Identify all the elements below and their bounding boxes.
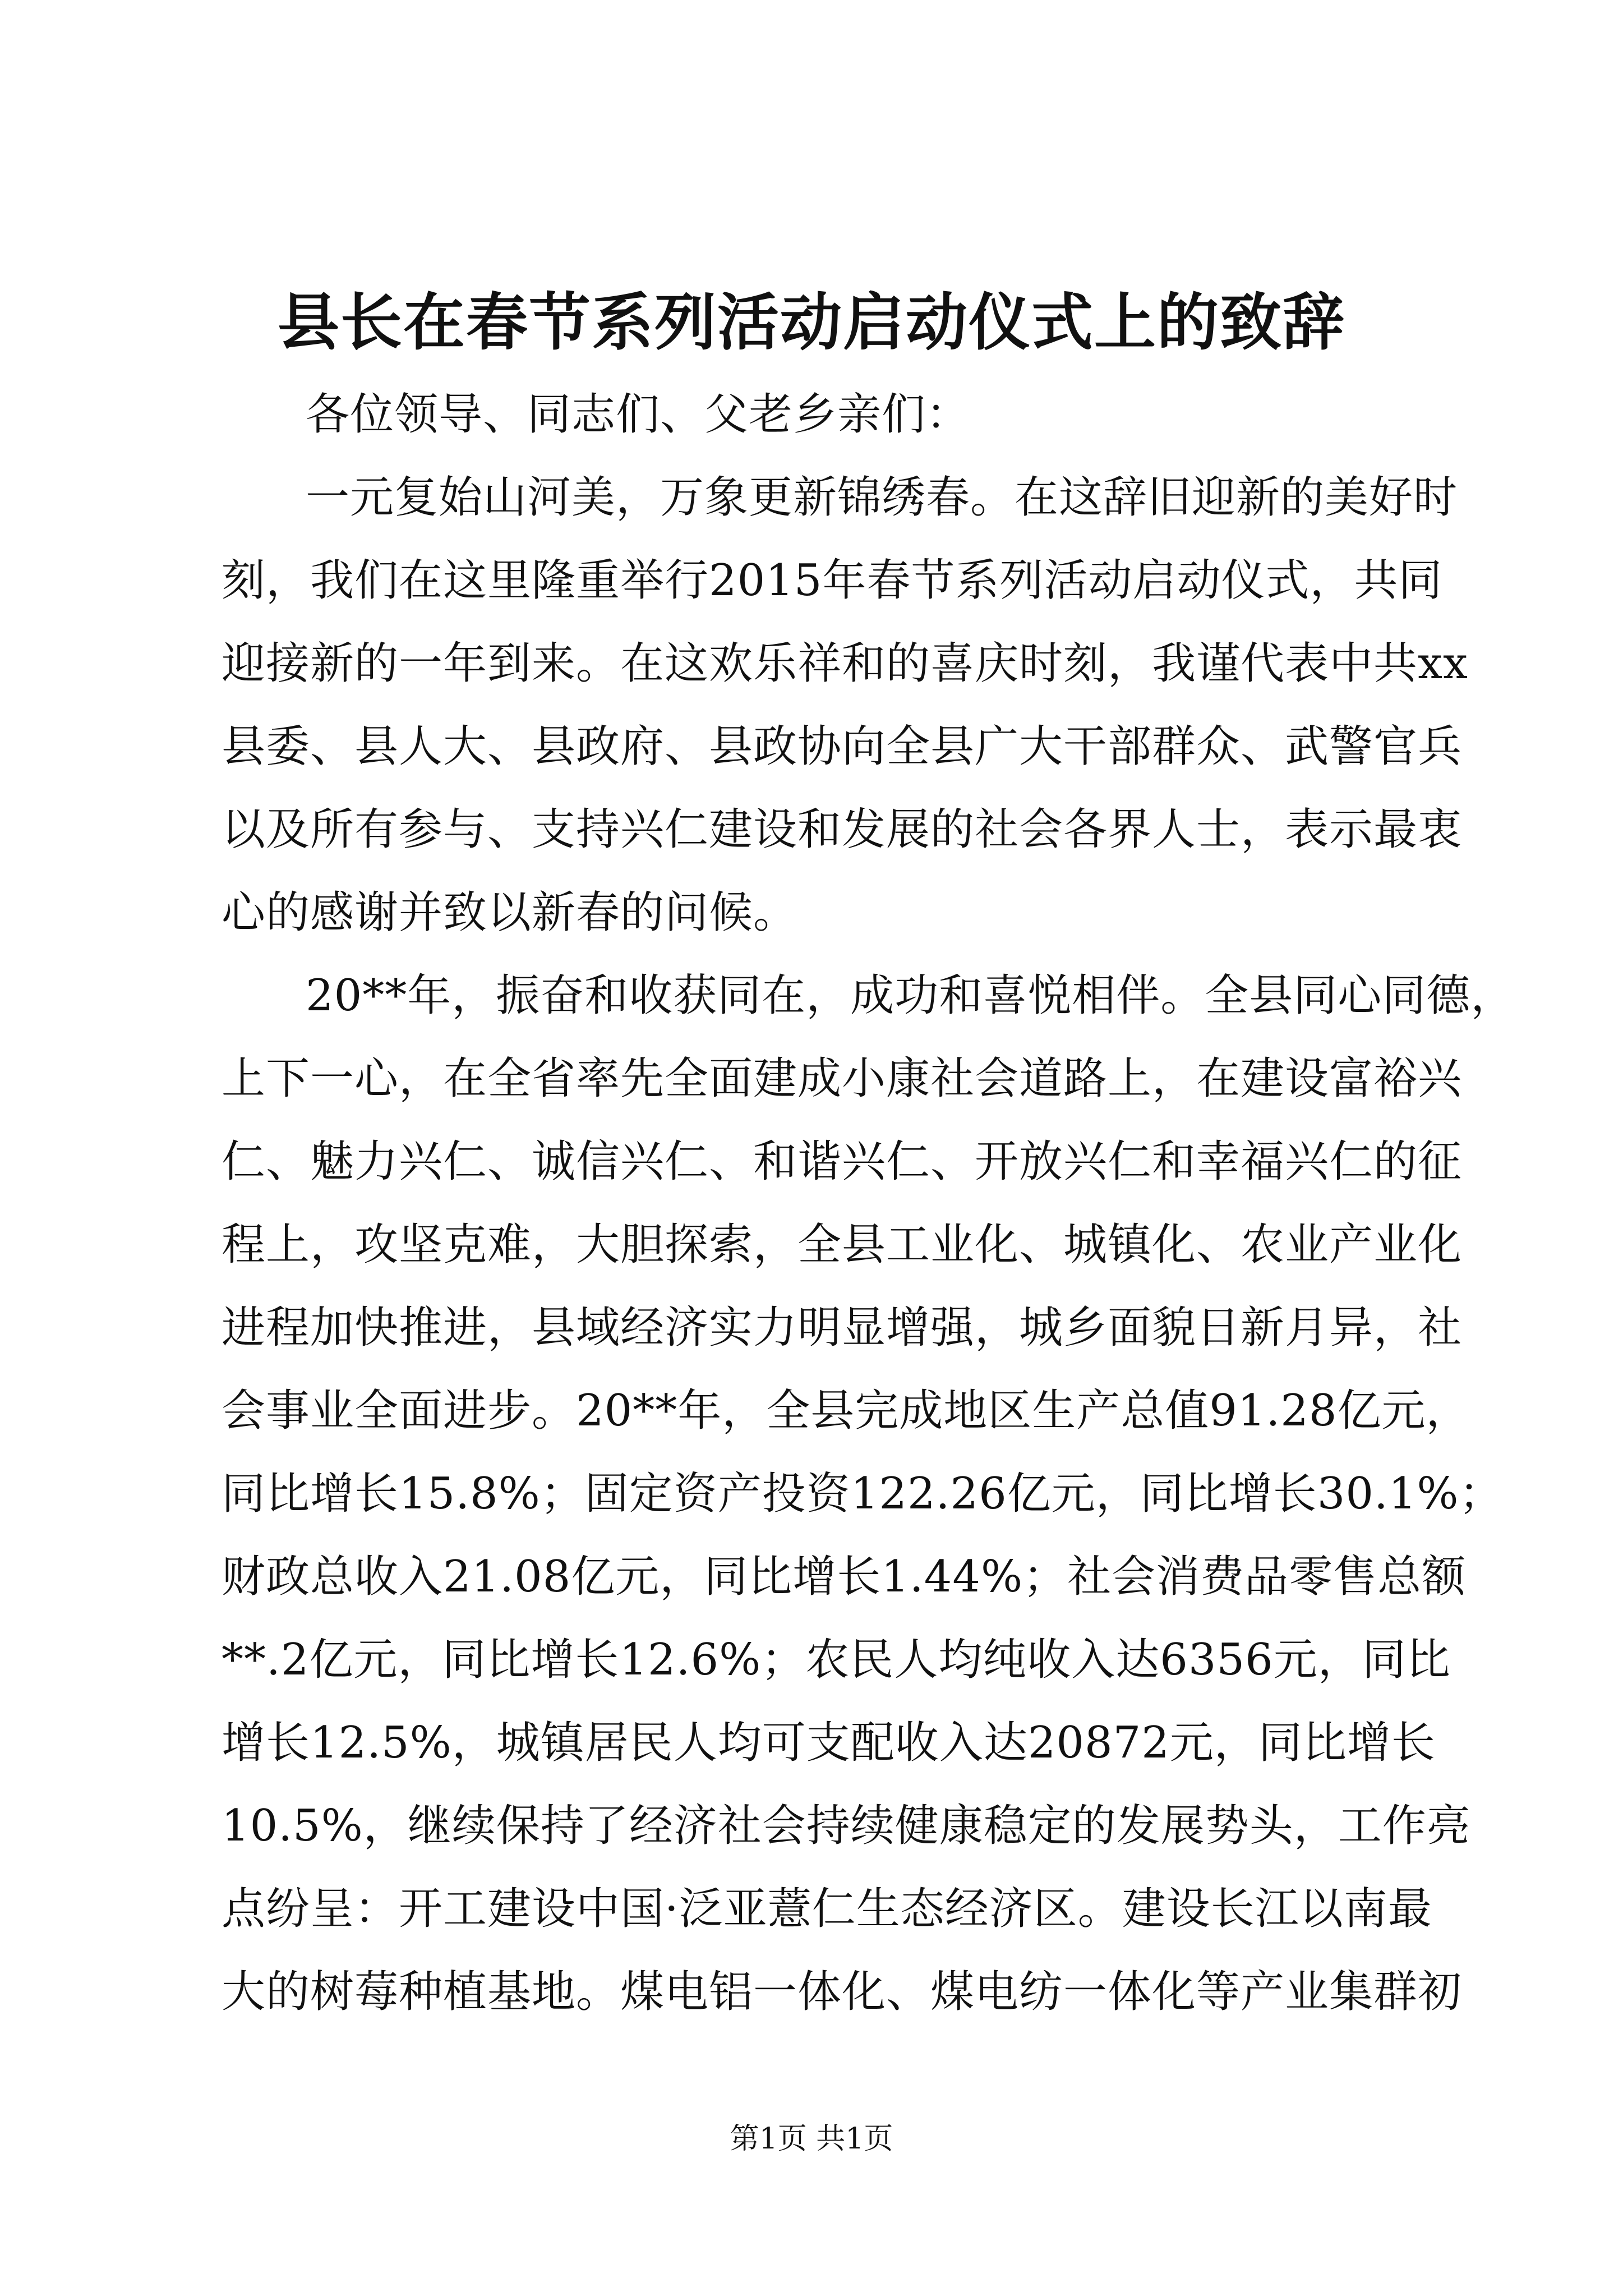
paragraph-2-line-1: 20**年，振奋和收获同在，成功和喜悦相伴。全县同心同德， [306, 970, 1515, 1021]
paragraph-2-line-7: 同比增长15.8%；固定资产投资122.26亿元，同比增长30.1%； [222, 1469, 1504, 1519]
paragraph-2-line-13: 大的树莓种植基地。煤电铝一体化、煤电纺一体化等产业集群初 [222, 1967, 1463, 2017]
paragraph-2-line-6: 会事业全面进步。20**年，全县完成地区生产总值91.28亿元， [222, 1386, 1470, 1436]
paragraph-2-line-10: 增长12.5%，城镇居民人均可支配收入达20872元，同比增长 [222, 1718, 1436, 1768]
document-title: 县长在春节系列活动启动仪式上的致辞 [278, 286, 1345, 358]
paragraph-2-line-9: **.2亿元，同比增长12.6%；农民人均纯收入达6356元，同比 [222, 1635, 1451, 1685]
page-footer: 第1页 共1页 [730, 2122, 893, 2156]
paragraph-1-line-3: 迎接新的一年到来。在这欢乐祥和的喜庆时刻，我谨代表中共xx [222, 638, 1468, 689]
paragraph-2-line-5: 进程加快推进，县域经济实力明显增强，城乡面貌日新月异，社 [222, 1303, 1463, 1353]
paragraph-1-line-1: 一元复始山河美，万象更新锦绣春。在这辞旧迎新的美好时 [306, 472, 1458, 523]
paragraph-1-line-6: 心的感谢并致以新春的问候。 [222, 887, 798, 938]
salutation-line: 各位领导、同志们、父老乡亲们： [306, 389, 971, 440]
paragraph-2-line-12: 点纷呈：开工建设中国·泛亚薏仁生态经济区。建设长江以南最 [222, 1884, 1432, 1934]
paragraph-1-line-5: 以及所有参与、支持兴仁建设和发展的社会各界人士，表示最衷 [222, 804, 1463, 855]
paragraph-2-line-3: 仁、魅力兴仁、诚信兴仁、和谐兴仁、开放兴仁和幸福兴仁的征 [222, 1137, 1463, 1187]
paragraph-1-line-2: 刻，我们在这里隆重举行2015年春节系列活动启动仪式，共同 [222, 555, 1443, 606]
document-body [222, 373, 1515, 2033]
paragraph-2-line-8: 财政总收入21.08亿元，同比增长1.44%；社会消费品零售总额 [222, 1552, 1467, 1602]
paragraph-1-line-4: 县委、县人大、县政府、县政协向全县广大干部群众、武警官兵 [222, 721, 1463, 772]
paragraph-2-line-2: 上下一心，在全省率先全面建成小康社会道路上，在建设富裕兴 [222, 1053, 1463, 1104]
paragraph-2-line-4: 程上，攻坚克难，大胆探索，全县工业化、城镇化、农业产业化 [222, 1220, 1463, 1270]
paragraph-2-line-11: 10.5%，继续保持了经济社会持续健康稳定的发展势头，工作亮 [222, 1801, 1471, 1851]
